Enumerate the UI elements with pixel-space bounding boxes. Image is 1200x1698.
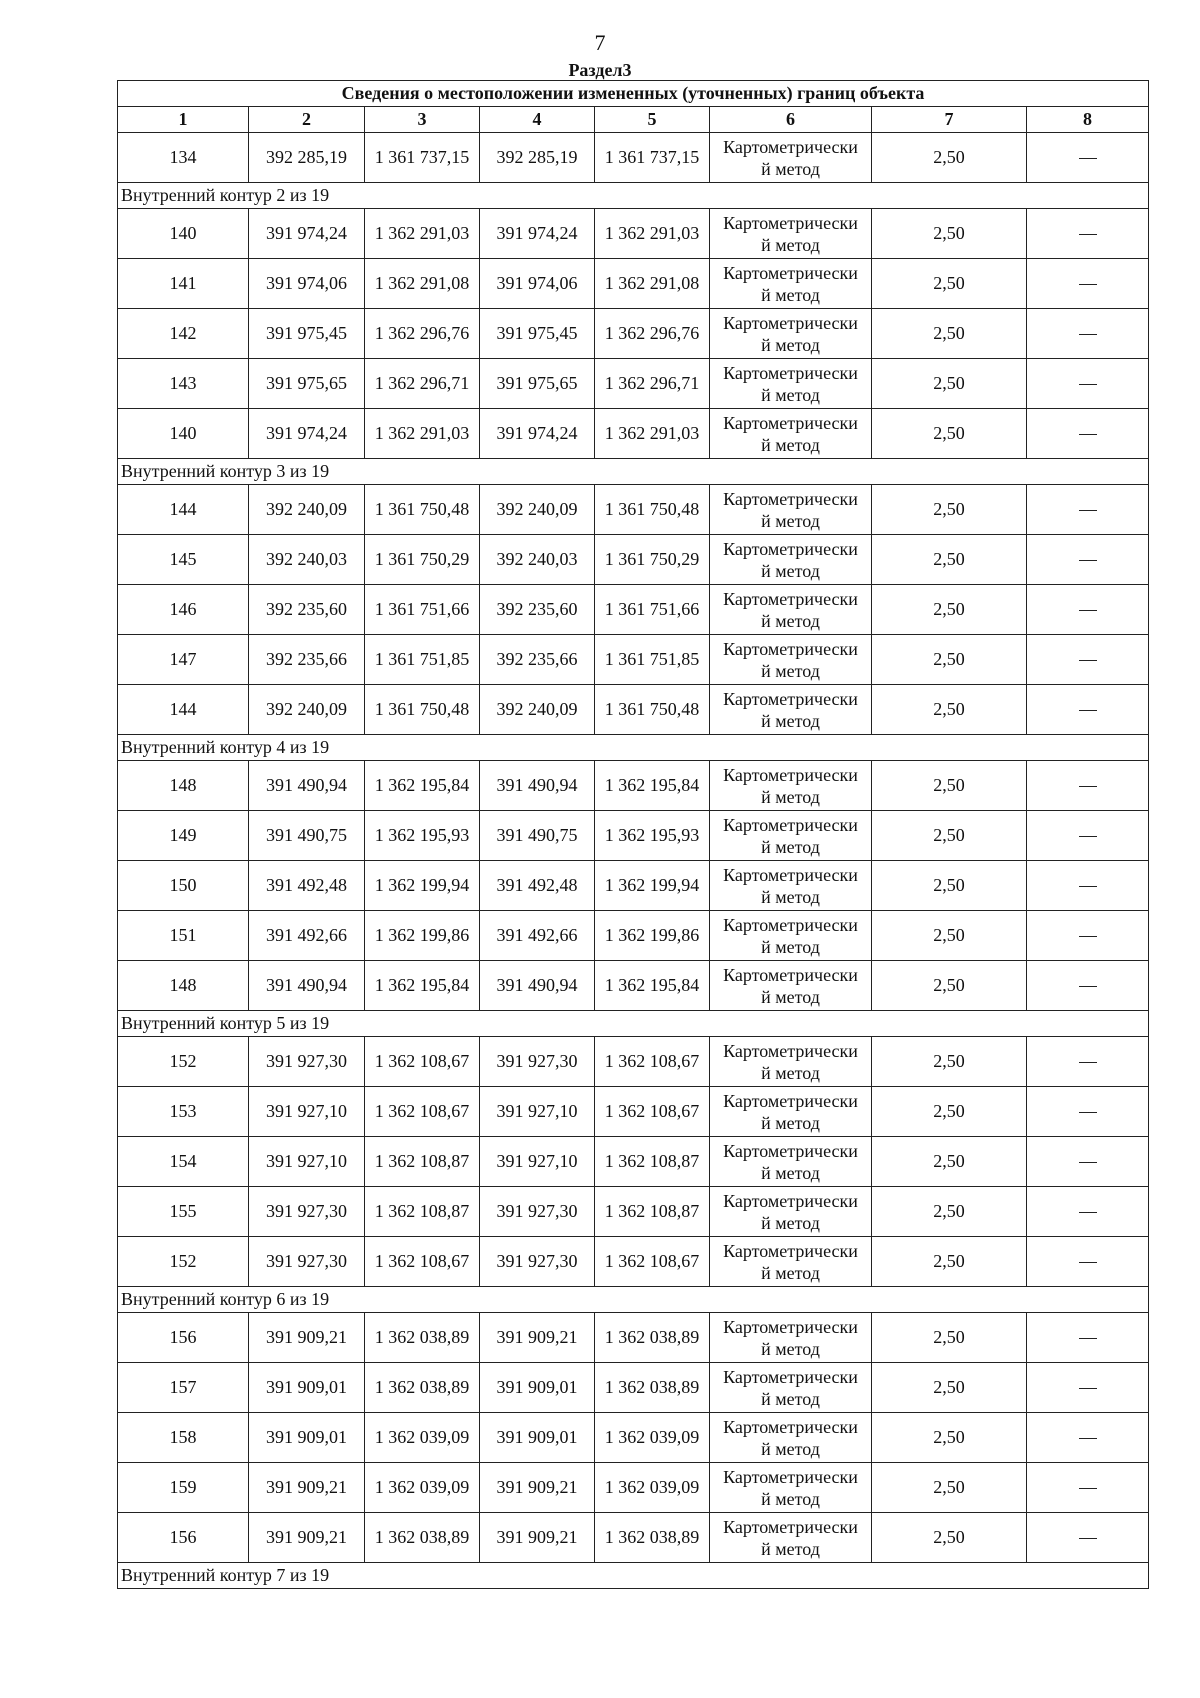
- description: [1027, 359, 1149, 409]
- description: [1027, 1087, 1149, 1137]
- description: [1027, 1037, 1149, 1087]
- y-coordinate: 1 362 108,67: [365, 1037, 480, 1087]
- column-number: 7: [872, 107, 1027, 133]
- accuracy: 2,50: [872, 259, 1027, 309]
- determination-method: Картометрически й метод: [710, 1187, 872, 1237]
- contour-row: [118, 735, 1149, 761]
- contour-label: Внутренний контур 4 из 19: [118, 735, 1149, 761]
- x-coordinate-new: 391 974,24: [480, 209, 595, 259]
- empty-dash: [1079, 986, 1097, 987]
- point-number: 144: [118, 485, 249, 535]
- accuracy: 2,50: [872, 1087, 1027, 1137]
- contour-label: Внутренний контур 3 из 19: [118, 459, 1149, 485]
- description: [1027, 911, 1149, 961]
- y-coordinate: 1 362 038,89: [365, 1313, 480, 1363]
- description: [1027, 209, 1149, 259]
- determination-method: Картометрически й метод: [710, 1463, 872, 1513]
- x-coordinate: 391 974,24: [249, 409, 365, 459]
- y-coordinate: 1 362 291,08: [365, 259, 480, 309]
- accuracy: 2,50: [872, 585, 1027, 635]
- y-coordinate-new: 1 362 195,93: [595, 811, 710, 861]
- table-row: [118, 1187, 1149, 1237]
- point-number: 144: [118, 685, 249, 735]
- x-coordinate: 391 927,10: [249, 1137, 365, 1187]
- x-coordinate: 392 285,19: [249, 133, 365, 183]
- y-coordinate: 1 362 039,09: [365, 1463, 480, 1513]
- y-coordinate: 1 362 195,84: [365, 961, 480, 1011]
- table-row: [118, 1037, 1149, 1087]
- x-coordinate: 392 235,66: [249, 635, 365, 685]
- y-coordinate-new: 1 362 195,84: [595, 961, 710, 1011]
- table-row: [118, 961, 1149, 1011]
- accuracy: 2,50: [872, 209, 1027, 259]
- x-coordinate-new: 392 285,19: [480, 133, 595, 183]
- x-coordinate: 391 927,10: [249, 1087, 365, 1137]
- page-number: 7: [594, 30, 606, 55]
- column-number: 6: [710, 107, 872, 133]
- x-coordinate: 391 492,66: [249, 911, 365, 961]
- determination-method: Картометрически й метод: [710, 1513, 872, 1563]
- y-coordinate: 1 362 296,76: [365, 309, 480, 359]
- table-caption: Сведения о местоположении измененных (уточненных) границ объекта: [118, 81, 1149, 107]
- column-number: 5: [595, 107, 710, 133]
- x-coordinate: 391 974,24: [249, 209, 365, 259]
- point-number: 151: [118, 911, 249, 961]
- y-coordinate-new: 1 361 751,85: [595, 635, 710, 685]
- x-coordinate-new: 391 492,66: [480, 911, 595, 961]
- point-number: 156: [118, 1313, 249, 1363]
- determination-method: Картометрически й метод: [710, 209, 872, 259]
- description: [1027, 1413, 1149, 1463]
- contour-label: Внутренний контур 6 из 19: [118, 1287, 1149, 1313]
- empty-dash: [1079, 710, 1097, 711]
- description: [1027, 961, 1149, 1011]
- point-number: 149: [118, 811, 249, 861]
- y-coordinate-new: 1 362 291,03: [595, 209, 710, 259]
- table-row: [118, 1137, 1149, 1187]
- coordinates-table: [117, 80, 1149, 1589]
- description: [1027, 585, 1149, 635]
- y-coordinate: 1 361 750,48: [365, 685, 480, 735]
- determination-method: Картометрически й метод: [710, 535, 872, 585]
- accuracy: 2,50: [872, 485, 1027, 535]
- determination-method: Картометрически й метод: [710, 1237, 872, 1287]
- point-number: 140: [118, 209, 249, 259]
- table-row: [118, 1513, 1149, 1563]
- x-coordinate: 391 909,21: [249, 1313, 365, 1363]
- accuracy: 2,50: [872, 359, 1027, 409]
- table-row: [118, 911, 1149, 961]
- description: [1027, 1363, 1149, 1413]
- determination-method: Картометрически й метод: [710, 1137, 872, 1187]
- empty-dash: [1079, 1212, 1097, 1213]
- empty-dash: [1079, 610, 1097, 611]
- description: [1027, 1463, 1149, 1513]
- table-row: [118, 761, 1149, 811]
- table-caption-row: [118, 81, 1149, 107]
- accuracy: 2,50: [872, 685, 1027, 735]
- empty-dash: [1079, 786, 1097, 787]
- column-number: 8: [1027, 107, 1149, 133]
- table-row: [118, 309, 1149, 359]
- y-coordinate: 1 362 108,87: [365, 1187, 480, 1237]
- y-coordinate: 1 361 751,66: [365, 585, 480, 635]
- table-row: [118, 861, 1149, 911]
- contour-row: [118, 459, 1149, 485]
- empty-dash: [1079, 660, 1097, 661]
- determination-method: Картометрически й метод: [710, 1363, 872, 1413]
- empty-dash: [1079, 1062, 1097, 1063]
- table-row: [118, 635, 1149, 685]
- table-row: [118, 811, 1149, 861]
- table-row: [118, 1363, 1149, 1413]
- accuracy: 2,50: [872, 1137, 1027, 1187]
- x-coordinate-new: 391 975,45: [480, 309, 595, 359]
- column-number-row: [118, 107, 1149, 133]
- y-coordinate-new: 1 362 039,09: [595, 1413, 710, 1463]
- y-coordinate-new: 1 361 750,29: [595, 535, 710, 585]
- description: [1027, 1137, 1149, 1187]
- y-coordinate-new: 1 362 291,08: [595, 259, 710, 309]
- x-coordinate-new: 391 927,30: [480, 1237, 595, 1287]
- determination-method: Картометрически й метод: [710, 761, 872, 811]
- x-coordinate-new: 392 235,66: [480, 635, 595, 685]
- point-number: 152: [118, 1237, 249, 1287]
- table-row: [118, 485, 1149, 535]
- x-coordinate-new: 392 235,60: [480, 585, 595, 635]
- table-row: [118, 685, 1149, 735]
- y-coordinate-new: 1 361 751,66: [595, 585, 710, 635]
- point-number: 152: [118, 1037, 249, 1087]
- empty-dash: [1079, 1488, 1097, 1489]
- y-coordinate-new: 1 362 291,03: [595, 409, 710, 459]
- table-row: [118, 1313, 1149, 1363]
- accuracy: 2,50: [872, 1413, 1027, 1463]
- description: [1027, 1187, 1149, 1237]
- y-coordinate: 1 362 038,89: [365, 1513, 480, 1563]
- accuracy: 2,50: [872, 535, 1027, 585]
- accuracy: 2,50: [872, 811, 1027, 861]
- y-coordinate: 1 361 750,29: [365, 535, 480, 585]
- y-coordinate: 1 362 195,93: [365, 811, 480, 861]
- empty-dash: [1079, 234, 1097, 235]
- empty-dash: [1079, 334, 1097, 335]
- determination-method: Картометрически й метод: [710, 585, 872, 635]
- y-coordinate: 1 362 291,03: [365, 409, 480, 459]
- accuracy: 2,50: [872, 1237, 1027, 1287]
- y-coordinate-new: 1 362 108,67: [595, 1087, 710, 1137]
- x-coordinate-new: 391 927,30: [480, 1187, 595, 1237]
- x-coordinate-new: 391 927,10: [480, 1087, 595, 1137]
- x-coordinate: 391 909,21: [249, 1463, 365, 1513]
- point-number: 159: [118, 1463, 249, 1513]
- x-coordinate: 392 235,60: [249, 585, 365, 635]
- table-row: [118, 409, 1149, 459]
- empty-dash: [1079, 836, 1097, 837]
- x-coordinate-new: 391 909,01: [480, 1413, 595, 1463]
- determination-method: Картометрически й метод: [710, 685, 872, 735]
- y-coordinate: 1 361 751,85: [365, 635, 480, 685]
- point-number: 156: [118, 1513, 249, 1563]
- table-row: [118, 1087, 1149, 1137]
- table-body: [118, 81, 1149, 1589]
- empty-dash: [1079, 384, 1097, 385]
- x-coordinate-new: 391 490,94: [480, 961, 595, 1011]
- point-number: 142: [118, 309, 249, 359]
- x-coordinate-new: 391 974,24: [480, 409, 595, 459]
- description: [1027, 259, 1149, 309]
- x-coordinate-new: 391 492,48: [480, 861, 595, 911]
- determination-method: Картометрически й метод: [710, 485, 872, 535]
- y-coordinate-new: 1 361 737,15: [595, 133, 710, 183]
- y-coordinate: 1 362 195,84: [365, 761, 480, 811]
- description: [1027, 535, 1149, 585]
- empty-dash: [1079, 1538, 1097, 1539]
- y-coordinate: 1 362 296,71: [365, 359, 480, 409]
- accuracy: 2,50: [872, 1037, 1027, 1087]
- column-number: 2: [249, 107, 365, 133]
- table-row: [118, 1413, 1149, 1463]
- x-coordinate: 391 927,30: [249, 1037, 365, 1087]
- table-row: [118, 259, 1149, 309]
- y-coordinate-new: 1 362 195,84: [595, 761, 710, 811]
- determination-method: Картометрически й метод: [710, 911, 872, 961]
- y-coordinate: 1 362 291,03: [365, 209, 480, 259]
- x-coordinate: 391 490,94: [249, 761, 365, 811]
- y-coordinate: 1 362 199,86: [365, 911, 480, 961]
- determination-method: Картометрически й метод: [710, 811, 872, 861]
- table-row: [118, 585, 1149, 635]
- y-coordinate: 1 362 038,89: [365, 1363, 480, 1413]
- accuracy: 2,50: [872, 1463, 1027, 1513]
- x-coordinate: 391 974,06: [249, 259, 365, 309]
- point-number: 148: [118, 761, 249, 811]
- empty-dash: [1079, 886, 1097, 887]
- accuracy: 2,50: [872, 1187, 1027, 1237]
- empty-dash: [1079, 1262, 1097, 1263]
- accuracy: 2,50: [872, 409, 1027, 459]
- accuracy: 2,50: [872, 911, 1027, 961]
- empty-dash: [1079, 1338, 1097, 1339]
- table-row: [118, 209, 1149, 259]
- table-row: [118, 535, 1149, 585]
- determination-method: Картометрически й метод: [710, 861, 872, 911]
- x-coordinate-new: 392 240,03: [480, 535, 595, 585]
- x-coordinate: 391 927,30: [249, 1187, 365, 1237]
- accuracy: 2,50: [872, 635, 1027, 685]
- description: [1027, 685, 1149, 735]
- y-coordinate: 1 362 108,87: [365, 1137, 480, 1187]
- determination-method: Картометрически й метод: [710, 1413, 872, 1463]
- determination-method: Картометрически й метод: [710, 259, 872, 309]
- y-coordinate-new: 1 362 108,87: [595, 1187, 710, 1237]
- empty-dash: [1079, 560, 1097, 561]
- accuracy: 2,50: [872, 1363, 1027, 1413]
- x-coordinate-new: 392 240,09: [480, 485, 595, 535]
- x-coordinate-new: 391 927,30: [480, 1037, 595, 1087]
- accuracy: 2,50: [872, 961, 1027, 1011]
- description: [1027, 409, 1149, 459]
- point-number: 148: [118, 961, 249, 1011]
- accuracy: 2,50: [872, 309, 1027, 359]
- x-coordinate-new: 391 909,01: [480, 1363, 595, 1413]
- x-coordinate: 391 909,01: [249, 1363, 365, 1413]
- x-coordinate: 392 240,09: [249, 685, 365, 735]
- description: [1027, 133, 1149, 183]
- determination-method: Картометрически й метод: [710, 409, 872, 459]
- x-coordinate: 391 492,48: [249, 861, 365, 911]
- point-number: 155: [118, 1187, 249, 1237]
- x-coordinate-new: 391 975,65: [480, 359, 595, 409]
- x-coordinate: 391 909,21: [249, 1513, 365, 1563]
- table-row: [118, 133, 1149, 183]
- y-coordinate: 1 362 108,67: [365, 1087, 480, 1137]
- empty-dash: [1079, 284, 1097, 285]
- empty-dash: [1079, 1438, 1097, 1439]
- description: [1027, 1513, 1149, 1563]
- contour-row: [118, 1287, 1149, 1313]
- description: [1027, 1237, 1149, 1287]
- table-row: [118, 1237, 1149, 1287]
- point-number: 150: [118, 861, 249, 911]
- empty-dash: [1079, 936, 1097, 937]
- y-coordinate-new: 1 361 750,48: [595, 485, 710, 535]
- x-coordinate: 392 240,03: [249, 535, 365, 585]
- y-coordinate-new: 1 362 039,09: [595, 1463, 710, 1513]
- x-coordinate-new: 391 974,06: [480, 259, 595, 309]
- x-coordinate-new: 391 490,94: [480, 761, 595, 811]
- point-number: 157: [118, 1363, 249, 1413]
- accuracy: 2,50: [872, 861, 1027, 911]
- y-coordinate-new: 1 362 108,87: [595, 1137, 710, 1187]
- contour-row: [118, 1563, 1149, 1589]
- x-coordinate: 391 975,45: [249, 309, 365, 359]
- accuracy: 2,50: [872, 1513, 1027, 1563]
- description: [1027, 309, 1149, 359]
- point-number: 146: [118, 585, 249, 635]
- section-title: Раздел3: [568, 60, 632, 80]
- accuracy: 2,50: [872, 133, 1027, 183]
- y-coordinate-new: 1 362 108,67: [595, 1237, 710, 1287]
- determination-method: Картометрически й метод: [710, 1313, 872, 1363]
- y-coordinate: 1 361 737,15: [365, 133, 480, 183]
- x-coordinate: 391 909,01: [249, 1413, 365, 1463]
- empty-dash: [1079, 1112, 1097, 1113]
- x-coordinate: 392 240,09: [249, 485, 365, 535]
- description: [1027, 761, 1149, 811]
- y-coordinate-new: 1 362 296,76: [595, 309, 710, 359]
- column-number: 4: [480, 107, 595, 133]
- x-coordinate-new: 391 909,21: [480, 1463, 595, 1513]
- table-row: [118, 359, 1149, 409]
- contour-row: [118, 183, 1149, 209]
- y-coordinate-new: 1 362 108,67: [595, 1037, 710, 1087]
- y-coordinate-new: 1 362 199,94: [595, 861, 710, 911]
- determination-method: Картометрически й метод: [710, 961, 872, 1011]
- determination-method: Картометрически й метод: [710, 1087, 872, 1137]
- x-coordinate-new: 392 240,09: [480, 685, 595, 735]
- description: [1027, 811, 1149, 861]
- point-number: 158: [118, 1413, 249, 1463]
- y-coordinate: 1 362 108,67: [365, 1237, 480, 1287]
- x-coordinate-new: 391 909,21: [480, 1513, 595, 1563]
- empty-dash: [1079, 1162, 1097, 1163]
- description: [1027, 1313, 1149, 1363]
- x-coordinate-new: 391 490,75: [480, 811, 595, 861]
- y-coordinate-new: 1 362 296,71: [595, 359, 710, 409]
- point-number: 154: [118, 1137, 249, 1187]
- determination-method: Картометрически й метод: [710, 133, 872, 183]
- y-coordinate-new: 1 362 038,89: [595, 1363, 710, 1413]
- y-coordinate: 1 361 750,48: [365, 485, 480, 535]
- y-coordinate-new: 1 362 199,86: [595, 911, 710, 961]
- accuracy: 2,50: [872, 1313, 1027, 1363]
- y-coordinate-new: 1 362 038,89: [595, 1513, 710, 1563]
- point-number: 145: [118, 535, 249, 585]
- point-number: 140: [118, 409, 249, 459]
- table-row: [118, 1463, 1149, 1513]
- determination-method: Картометрически й метод: [710, 309, 872, 359]
- point-number: 134: [118, 133, 249, 183]
- description: [1027, 861, 1149, 911]
- x-coordinate: 391 490,75: [249, 811, 365, 861]
- y-coordinate-new: 1 362 038,89: [595, 1313, 710, 1363]
- contour-row: [118, 1011, 1149, 1037]
- empty-dash: [1079, 1388, 1097, 1389]
- description: [1027, 485, 1149, 535]
- empty-dash: [1079, 158, 1097, 159]
- y-coordinate-new: 1 361 750,48: [595, 685, 710, 735]
- contour-label: Внутренний контур 5 из 19: [118, 1011, 1149, 1037]
- x-coordinate: 391 975,65: [249, 359, 365, 409]
- point-number: 153: [118, 1087, 249, 1137]
- determination-method: Картометрически й метод: [710, 359, 872, 409]
- x-coordinate: 391 490,94: [249, 961, 365, 1011]
- y-coordinate: 1 362 199,94: [365, 861, 480, 911]
- column-number: 1: [118, 107, 249, 133]
- accuracy: 2,50: [872, 761, 1027, 811]
- x-coordinate: 391 927,30: [249, 1237, 365, 1287]
- y-coordinate: 1 362 039,09: [365, 1413, 480, 1463]
- empty-dash: [1079, 510, 1097, 511]
- contour-label: Внутренний контур 7 из 19: [118, 1563, 1149, 1589]
- point-number: 141: [118, 259, 249, 309]
- determination-method: Картометрически й метод: [710, 1037, 872, 1087]
- column-number: 3: [365, 107, 480, 133]
- description: [1027, 635, 1149, 685]
- determination-method: Картометрически й метод: [710, 635, 872, 685]
- x-coordinate-new: 391 909,21: [480, 1313, 595, 1363]
- empty-dash: [1079, 434, 1097, 435]
- contour-label: Внутренний контур 2 из 19: [118, 183, 1149, 209]
- point-number: 143: [118, 359, 249, 409]
- point-number: 147: [118, 635, 249, 685]
- x-coordinate-new: 391 927,10: [480, 1137, 595, 1187]
